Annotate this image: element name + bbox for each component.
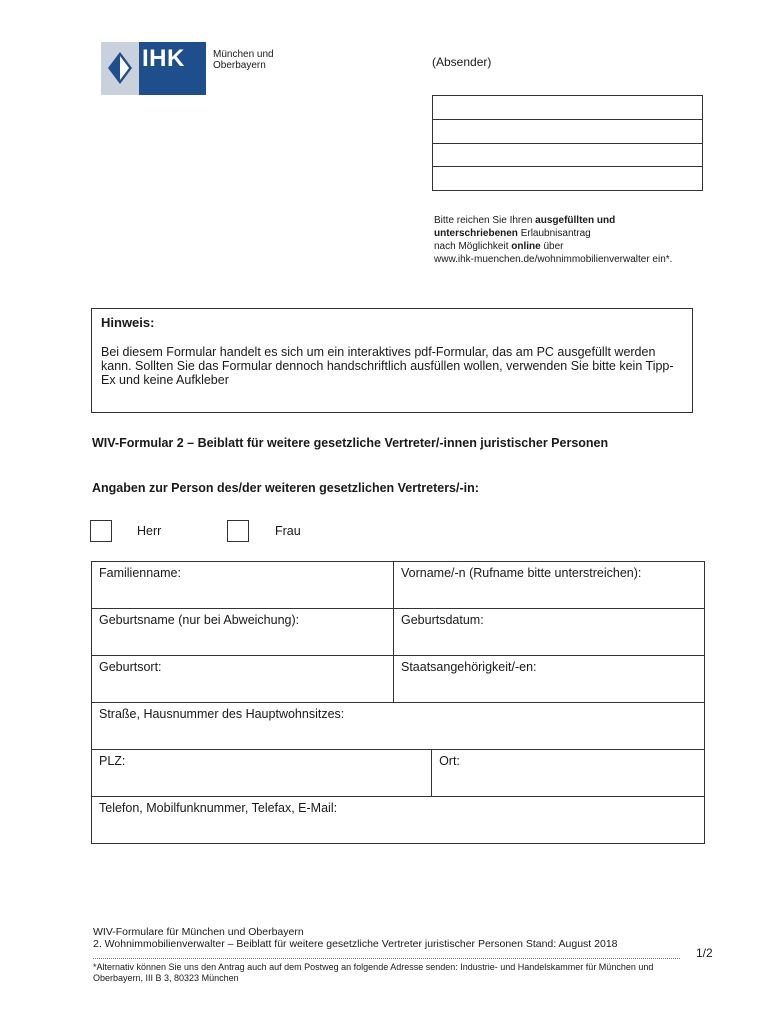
vorname-field[interactable]: [394, 562, 705, 609]
footer: [93, 926, 693, 950]
instr-bold: ausgefüllten und: [535, 215, 616, 226]
strasse-field[interactable]: [92, 703, 705, 750]
field-label: Geburtsort:: [99, 660, 162, 674]
hinweis-text: Bei diesem Formular handelt es sich um ein interaktives pdf-Formular, das am PC ausgefüllt werden kann. Sollten Sie das Formular dennoch handschriftlich ausfüllen wollen, verwenden Sie bitte kein Tipp-Ex und keine Aufkleber: [101, 345, 674, 387]
herr-checkbox[interactable]: [90, 520, 112, 542]
instr-text: Bitte reichen Sie Ihren: [434, 215, 536, 226]
form-title: WIV-Formular 2 – Beiblatt für weitere gesetzliche Vertreter/-innen juristischer Personen: [92, 436, 609, 450]
person-details-form: [91, 561, 705, 844]
instr-text: nach Möglichkeit: [434, 241, 512, 252]
field-label: Straße, Hausnummer des Hauptwohnsitzes:: [99, 707, 345, 721]
page-number: 1/2: [696, 946, 713, 960]
ort-field[interactable]: [432, 750, 705, 797]
instr-url: www.ihk-muenchen.de/wohnimmobilienverwalter ein*.: [434, 254, 673, 265]
field-label: Staatsangehörigkeit/-en:: [401, 660, 537, 674]
instr-text: über: [540, 241, 564, 252]
logo-subtitle-line1: München und: [213, 49, 274, 60]
herr-label: Herr: [137, 524, 162, 538]
frau-checkbox[interactable]: [227, 520, 249, 542]
instr-bold: unterschriebenen: [434, 228, 518, 239]
absender-label: (Absender): [432, 55, 492, 69]
familienname-field[interactable]: [92, 562, 394, 609]
field-label: Familienname:: [99, 566, 181, 580]
logo-text: IHK: [142, 45, 185, 72]
field-label: Telefon, Mobilfunknummer, Telefax, E-Mail:: [99, 801, 338, 815]
ihk-logo-diamond-icon: [108, 52, 132, 84]
instr-text: Erlaubnisantrag: [517, 228, 591, 239]
field-label: Vorname/-n (Rufname bitte unterstreichen):: [401, 566, 642, 580]
plz-field[interactable]: [92, 750, 432, 797]
field-label: Geburtsdatum:: [401, 613, 484, 627]
section-title: Angaben zur Person des/der weiteren gesetzlichen Vertreters/-in:: [92, 481, 479, 495]
geburtsort-field[interactable]: [92, 656, 394, 703]
hinweis-title: Hinweis:: [101, 315, 155, 330]
geburtsname-field[interactable]: [92, 609, 394, 656]
field-label: PLZ:: [99, 754, 126, 768]
frau-label: Frau: [275, 524, 301, 538]
sender-line: [433, 119, 702, 120]
logo-subtitle: [213, 49, 274, 71]
logo-subtitle-line2: Oberbayern: [213, 60, 266, 71]
footer-line1: WIV-Formulare für München und Oberbayern: [93, 926, 304, 938]
telefon-field[interactable]: [92, 797, 705, 844]
instr-bold: online: [511, 241, 541, 252]
footer-divider: [93, 958, 680, 959]
geburtsdatum-field[interactable]: [394, 609, 705, 656]
sender-line: [433, 166, 702, 167]
staatsangehoerigkeit-field[interactable]: [394, 656, 705, 703]
sender-address-box[interactable]: [432, 95, 703, 191]
submission-instructions: [434, 214, 734, 266]
field-label: Ort:: [439, 754, 460, 768]
sender-line: [433, 143, 702, 144]
field-label: Geburtsname (nur bei Abweichung):: [99, 613, 300, 627]
footnote: *Alternativ können Sie uns den Antrag auch auf dem Postweg an folgende Adresse senden: Industrie- und Handelskammer für München und Oberbayern, III B 3, 80323 München: [93, 962, 654, 983]
footer-line2: 2. Wohnimmobilienverwalter – Beiblatt für weitere gesetzliche Vertreter juristischer Personen Stand: August 2018: [93, 938, 618, 950]
